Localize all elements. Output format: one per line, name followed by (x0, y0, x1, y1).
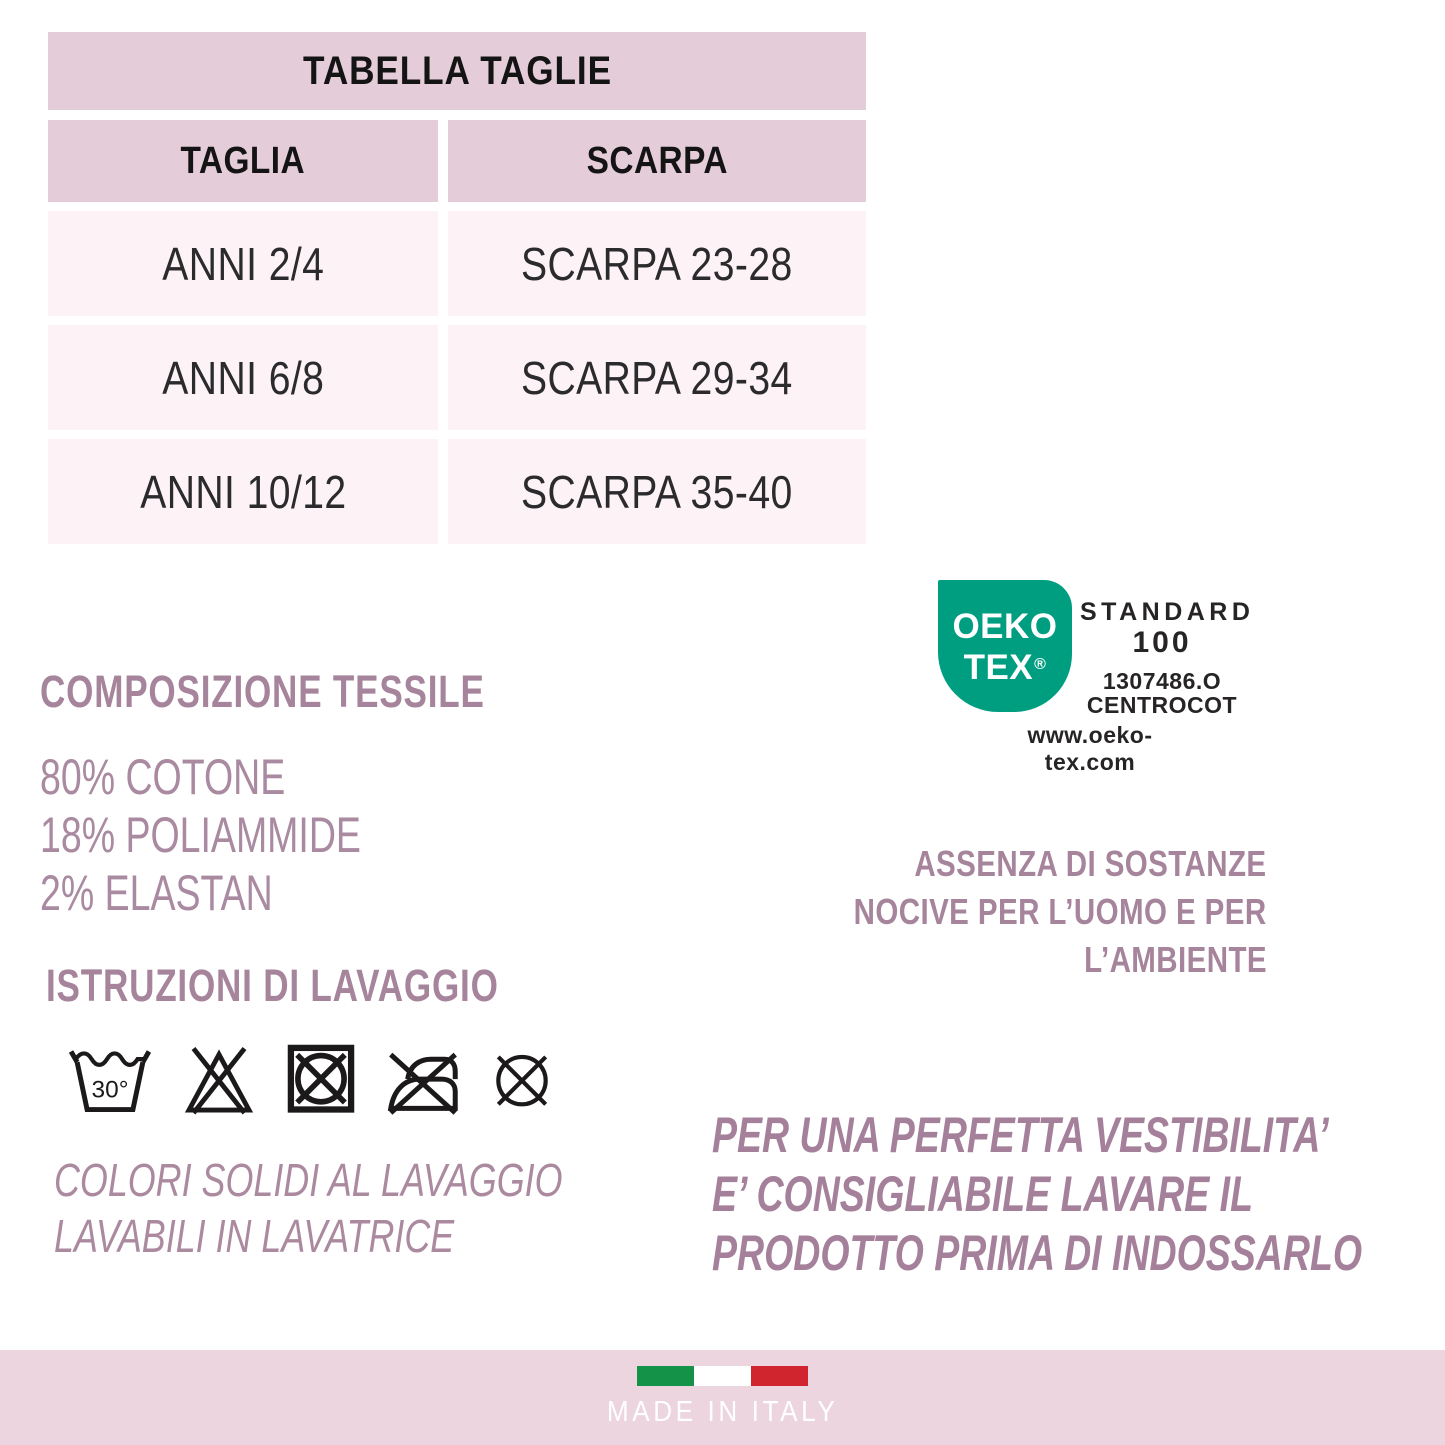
composition-list (40, 748, 468, 922)
composition-item (40, 806, 468, 864)
size-table-title-text: TABELLA TAGLIE (302, 48, 612, 93)
table-cell: ANNI 10/12 (139, 465, 347, 518)
washing-note-line (54, 1208, 706, 1264)
oeko-logo-line2 (964, 646, 1047, 687)
table-row-3-taglia (48, 439, 438, 544)
table-cell: SCARPA 35-40 (521, 465, 793, 518)
column-header-scarpa (448, 120, 866, 202)
column-header-taglia (48, 120, 438, 202)
composition-item (40, 864, 468, 922)
washing-note-text: LAVABILI IN LAVATRICE (54, 1210, 455, 1262)
advice-line (712, 1224, 1445, 1283)
washing-title-text: ISTRUZIONI DI LAVAGGIO (46, 960, 499, 1011)
table-cell: SCARPA 23-28 (521, 237, 793, 290)
oeko-certificate-number: 1307486.O (1102, 668, 1222, 694)
table-row-1-scarpa (448, 211, 866, 316)
table-row-2-scarpa (448, 325, 866, 430)
do-not-tumble-dry-icon (286, 1040, 356, 1116)
washing-title (46, 960, 626, 1012)
composition-item-text: 2% ELASTAN (40, 865, 273, 921)
claim-line-text: NOCIVE PER L’UOMO E PER (854, 891, 1267, 932)
advice-line-text: PER UNA PERFETTA VESTIBILITA’ (712, 1107, 1329, 1163)
advice-line (712, 1165, 1445, 1224)
advice-line (712, 1106, 1445, 1165)
oeko-logo-tex: TEX (963, 647, 1034, 687)
washing-note-line (54, 1152, 706, 1208)
oeko-claim (763, 840, 1267, 984)
claim-line-text: L’AMBIENTE (1084, 939, 1267, 980)
care-symbols-row (68, 1040, 554, 1116)
washing-notes (54, 1152, 706, 1264)
svg-text:30°: 30° (91, 1076, 129, 1104)
composition-item-text: 18% POLIAMMIDE (40, 807, 361, 863)
oeko-standard-label: STANDARD (1080, 598, 1255, 626)
made-in-italy-label (0, 1396, 1445, 1429)
table-cell: ANNI 2/4 (161, 237, 325, 290)
do-not-iron-icon (384, 1050, 462, 1116)
claim-line (763, 936, 1267, 984)
claim-line (763, 840, 1267, 888)
table-cell: SCARPA 29-34 (521, 351, 793, 404)
column-header-taglia-text: TAGLIA (180, 139, 306, 182)
table-cell: ANNI 6/8 (161, 351, 325, 404)
claim-line (763, 888, 1267, 936)
advice-line-text: PRODOTTO PRIMA DI INDOSSARLO (712, 1225, 1363, 1281)
made-in-italy-text: MADE IN ITALY (606, 1396, 839, 1428)
washing-note-text: COLORI SOLIDI AL LAVAGGIO (54, 1154, 563, 1206)
size-table (48, 32, 866, 544)
size-table-grid (48, 120, 866, 544)
composition-title (40, 666, 610, 718)
table-row-3-scarpa (448, 439, 866, 544)
claim-line-text: ASSENZA DI SOSTANZE (914, 843, 1267, 884)
wash-30-icon (68, 1042, 152, 1116)
composition-item-text: 80% COTONE (40, 749, 286, 805)
do-not-bleach-icon (180, 1044, 258, 1116)
oeko-standard-number: 100 (1132, 626, 1192, 659)
advice-line-text: E’ CONSIGLIABILE LAVARE IL (712, 1166, 1253, 1222)
fit-advice (712, 1106, 1445, 1283)
oeko-tex-logo (938, 580, 1072, 712)
oeko-logo-line1: OEKO (952, 606, 1058, 646)
oeko-institute: CENTROCOT (1086, 692, 1238, 718)
table-row-1-taglia (48, 211, 438, 316)
composition-title-text: COMPOSIZIONE TESSILE (40, 666, 485, 717)
oeko-website: www.oeko-tex.com (1027, 722, 1153, 775)
composition-item (40, 748, 468, 806)
column-header-scarpa-text: SCARPA (586, 139, 728, 182)
italian-flag-icon (637, 1366, 808, 1386)
do-not-dry-clean-icon (490, 1044, 554, 1116)
registered-mark: ® (1034, 655, 1047, 673)
table-row-2-taglia (48, 325, 438, 430)
flag-green-stripe (637, 1366, 694, 1386)
flag-white-stripe (694, 1366, 751, 1386)
flag-red-stripe (751, 1366, 808, 1386)
size-table-title (48, 32, 866, 110)
